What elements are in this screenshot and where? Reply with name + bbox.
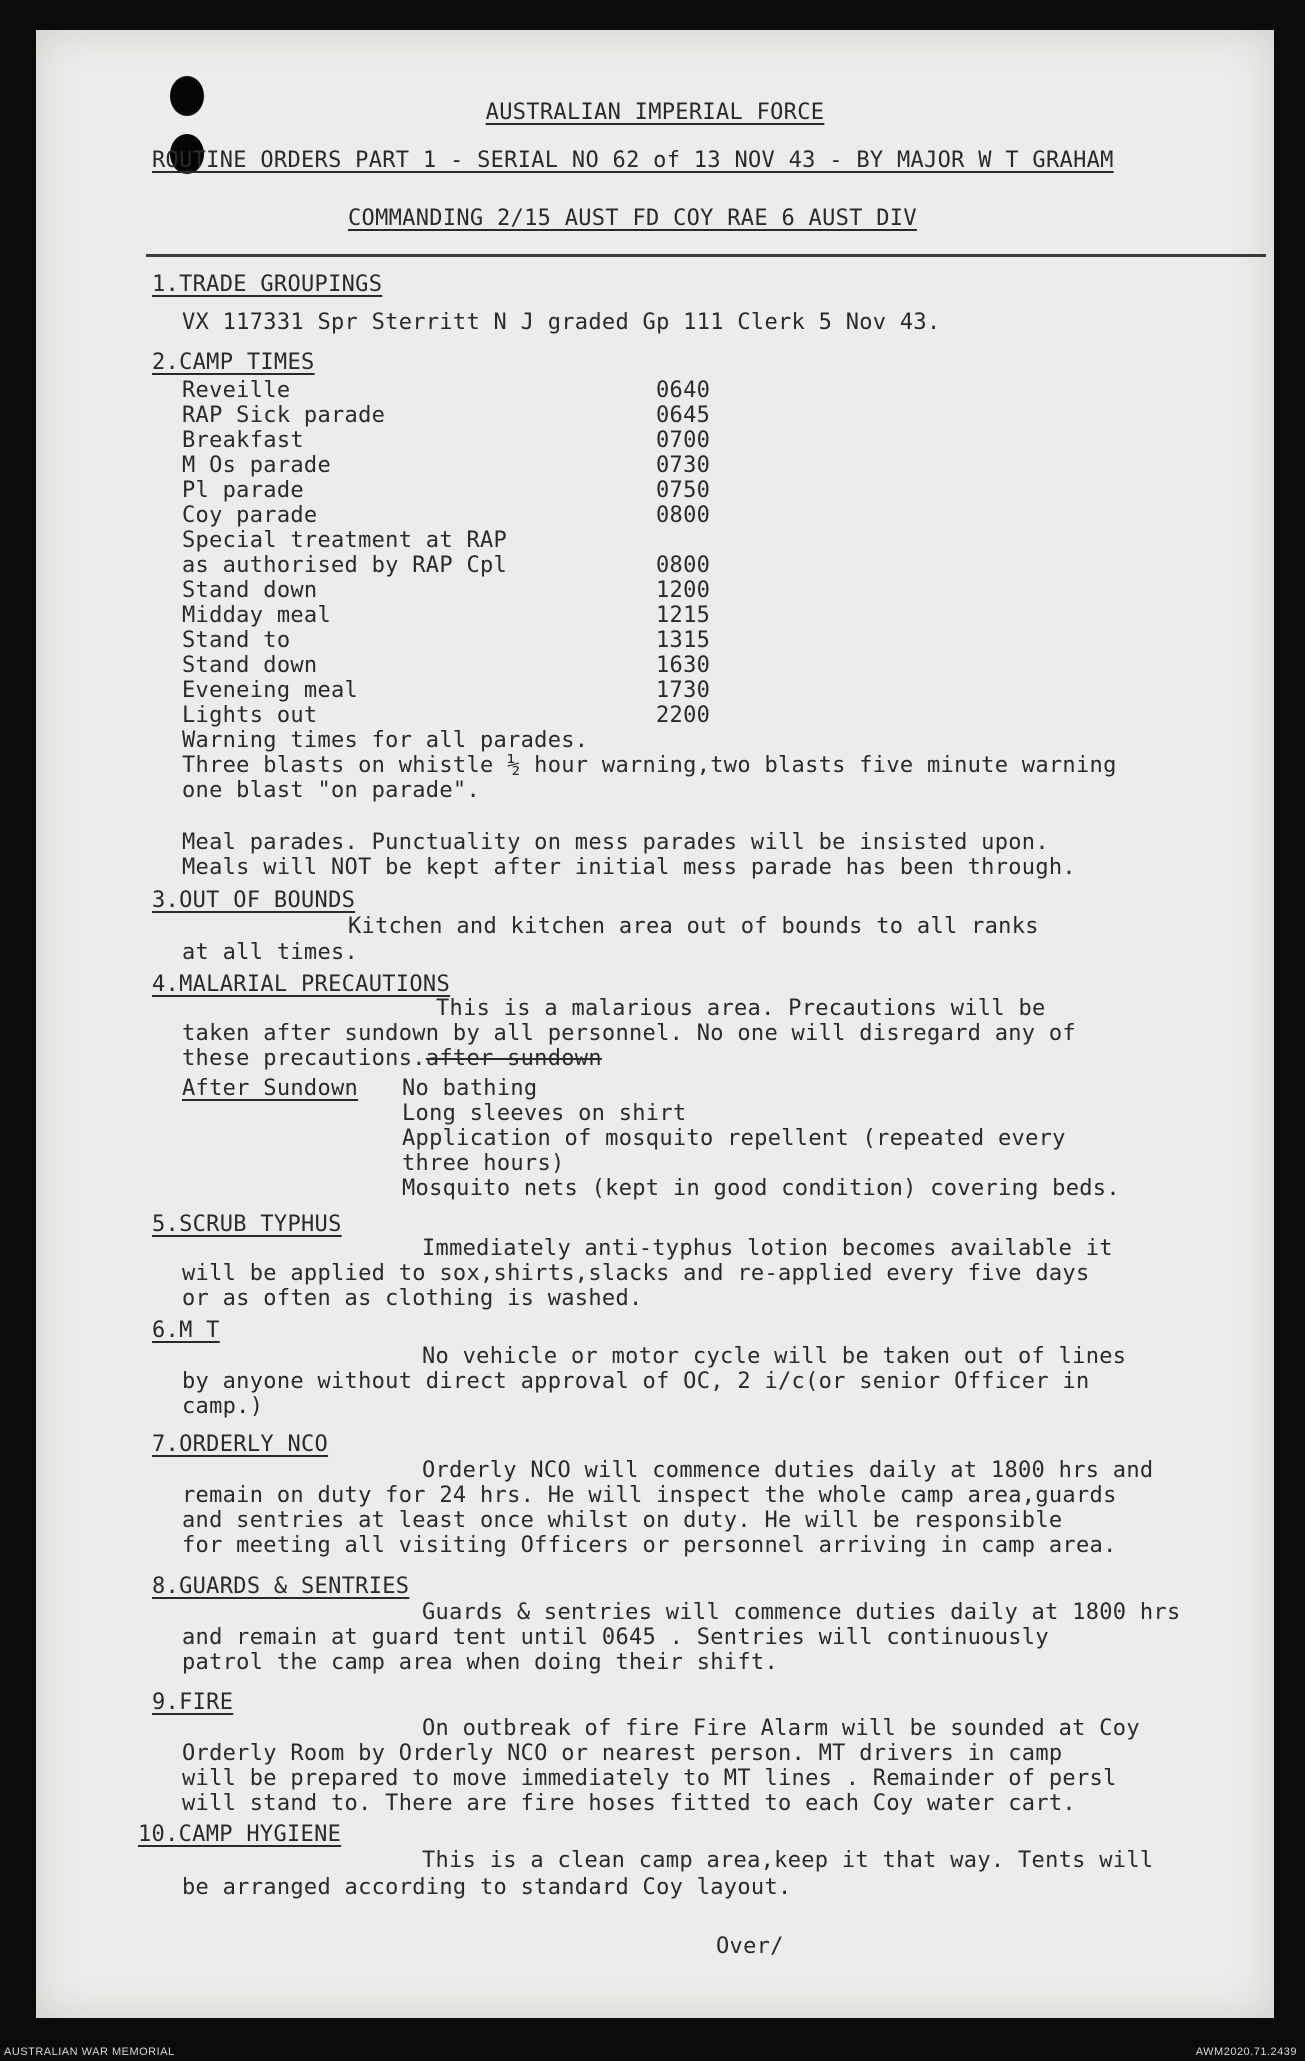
orderly-nco-line: Orderly NCO will commence duties daily at 1800 hrs and — [422, 1458, 1154, 1483]
camp-time-value: 0700 — [656, 428, 711, 453]
camp-time-value: 0750 — [656, 478, 711, 503]
camp-time-label: Breakfast — [182, 428, 304, 453]
camp-time-value: 1730 — [656, 678, 711, 703]
guards-sentries-line: patrol the camp area when doing their shift. — [182, 1650, 778, 1675]
camp-time-label: Eveneing meal — [182, 678, 359, 703]
warning-times-line: Warning times for all parades. — [182, 728, 589, 753]
section-heading-scrub-typhus: 5.SCRUB TYPHUS — [152, 1212, 342, 1237]
section-heading-camp-hygiene: 10.CAMP HYGIENE — [138, 1822, 342, 1847]
camp-time-value: 1630 — [656, 653, 711, 678]
over-note: Over/ — [716, 1934, 784, 1959]
camp-time-value: 2200 — [656, 703, 711, 728]
section-heading-guards-sentries: 8.GUARDS & SENTRIES — [152, 1574, 410, 1599]
malarial-line: This is a malarious area. Precautions will be — [436, 996, 1046, 1021]
camp-time-label: RAP Sick parade — [182, 403, 386, 428]
section-heading-camp-times: 2.CAMP TIMES — [152, 350, 315, 375]
footer-credit: AUSTRALIAN WAR MEMORIAL — [4, 2046, 175, 2058]
orderly-nco-line: remain on duty for 24 hrs. He will inspect the whole camp area,guards — [182, 1483, 1117, 1508]
camp-time-label: Stand down — [182, 578, 318, 603]
trade-groupings-text: VX 117331 Spr Sterritt N J graded Gp 111 Clerk 5 Nov 43. — [182, 310, 941, 335]
section-heading-fire: 9.FIRE — [152, 1690, 234, 1715]
camp-time-label: M Os parade — [182, 453, 331, 478]
footer-accession: AWM2020.71.2439 — [1195, 2046, 1297, 2058]
camp-time-value: 1215 — [656, 603, 711, 628]
out-of-bounds-line: Kitchen and kitchen area out of bounds to all ranks — [348, 914, 1039, 939]
section-heading-mt: 6.M T — [152, 1318, 220, 1343]
header-routine-orders: ROUTINE ORDERS PART 1 - SERIAL NO 62 of 13 NOV 43 - BY MAJOR W T GRAHAM — [152, 148, 1114, 173]
after-sundown-item: Mosquito nets (kept in good condition) covering beds. — [402, 1176, 1120, 1201]
camp-time-value: 0800 — [656, 553, 711, 578]
guards-sentries-line: Guards & sentries will commence duties daily at 1800 hrs — [422, 1600, 1181, 1625]
camp-time-value: 0800 — [656, 503, 711, 528]
mt-line: by anyone without direct approval of OC, 2 i/c(or senior Officer in — [182, 1369, 1090, 1394]
malarial-line: taken after sundown by all personnel. No one will disregard any of — [182, 1021, 1076, 1046]
scrub-typhus-line: Immediately anti-typhus lotion becomes available it — [422, 1236, 1113, 1261]
warning-times-line: one blast "on parade". — [182, 778, 480, 803]
warning-times-line: Three blasts on whistle ½ hour warning,two blasts five minute warning — [182, 753, 1117, 778]
fire-line: Orderly Room by Orderly NCO or nearest person. MT drivers in camp — [182, 1741, 1063, 1766]
camp-time-value: 0645 — [656, 403, 711, 428]
camp-time-value: 0730 — [656, 453, 711, 478]
orderly-nco-line: and sentries at least once whilst on duty. He will be responsible — [182, 1508, 1063, 1533]
after-sundown-item: Application of mosquito repellent (repeated every — [402, 1126, 1066, 1151]
camp-time-label: Lights out — [182, 703, 318, 728]
camp-time-value: 0640 — [656, 378, 711, 403]
mt-line: No vehicle or motor cycle will be taken out of lines — [422, 1344, 1127, 1369]
header-rule — [146, 254, 1266, 257]
malarial-line: these precautions.after sundown — [182, 1046, 602, 1071]
orderly-nco-line: for meeting all visiting Officers or personnel arriving in camp area. — [182, 1533, 1117, 1558]
section-heading-orderly-nco: 7.ORDERLY NCO — [152, 1432, 329, 1457]
after-sundown-item: three hours) — [402, 1151, 565, 1176]
mt-line: camp.) — [182, 1394, 264, 1419]
out-of-bounds-line: at all times. — [182, 940, 359, 965]
camp-hygiene-line: This is a clean camp area,keep it that way. Tents will — [422, 1848, 1154, 1873]
camp-time-value: 1315 — [656, 628, 711, 653]
scrub-typhus-line: or as often as clothing is washed. — [182, 1286, 643, 1311]
fire-line: will be prepared to move immediately to MT lines . Remainder of persl — [182, 1766, 1117, 1791]
camp-hygiene-line: be arranged according to standard Coy layout. — [182, 1875, 792, 1900]
struck-text: after sundown — [425, 1046, 602, 1071]
section-heading-out-of-bounds: 3.OUT OF BOUNDS — [152, 888, 356, 913]
camp-time-value: 1200 — [656, 578, 711, 603]
scrub-typhus-line: will be applied to sox,shirts,slacks and re-applied every five days — [182, 1261, 1090, 1286]
camp-time-label: Stand down — [182, 653, 318, 678]
camp-time-label: Pl parade — [182, 478, 304, 503]
camp-time-label: Stand to — [182, 628, 291, 653]
camp-time-label: as authorised by RAP Cpl — [182, 553, 508, 578]
fire-line: On outbreak of fire Fire Alarm will be sounded at Coy — [422, 1716, 1140, 1741]
section-heading-malarial-precautions: 4.MALARIAL PRECAUTIONS — [152, 972, 450, 997]
after-sundown-heading: After Sundown — [182, 1076, 359, 1101]
header-title: AUSTRALIAN IMPERIAL FORCE — [485, 100, 825, 125]
header-commanding: COMMANDING 2/15 AUST FD COY RAE 6 AUST DIV — [348, 206, 917, 231]
camp-time-label: Midday meal — [182, 603, 331, 628]
after-sundown-item: Long sleeves on shirt — [402, 1101, 687, 1126]
guards-sentries-line: and remain at guard tent until 0645 . Sentries will continuously — [182, 1625, 1049, 1650]
camp-time-label: Coy parade — [182, 503, 318, 528]
meal-parades-line: Meal parades. Punctuality on mess parades will be insisted upon. — [182, 830, 1049, 855]
section-heading-trade-groupings: 1.TRADE GROUPINGS — [152, 272, 383, 297]
camp-time-label: Reveille — [182, 378, 291, 403]
document-page — [36, 30, 1274, 2018]
camp-time-label: Special treatment at RAP — [182, 528, 508, 553]
document-body — [36, 30, 1274, 2018]
meal-parades-line: Meals will NOT be kept after initial mess parade has been through. — [182, 855, 1076, 880]
fire-line: will stand to. There are fire hoses fitted to each Coy water cart. — [182, 1791, 1076, 1816]
after-sundown-item: No bathing — [402, 1076, 538, 1101]
